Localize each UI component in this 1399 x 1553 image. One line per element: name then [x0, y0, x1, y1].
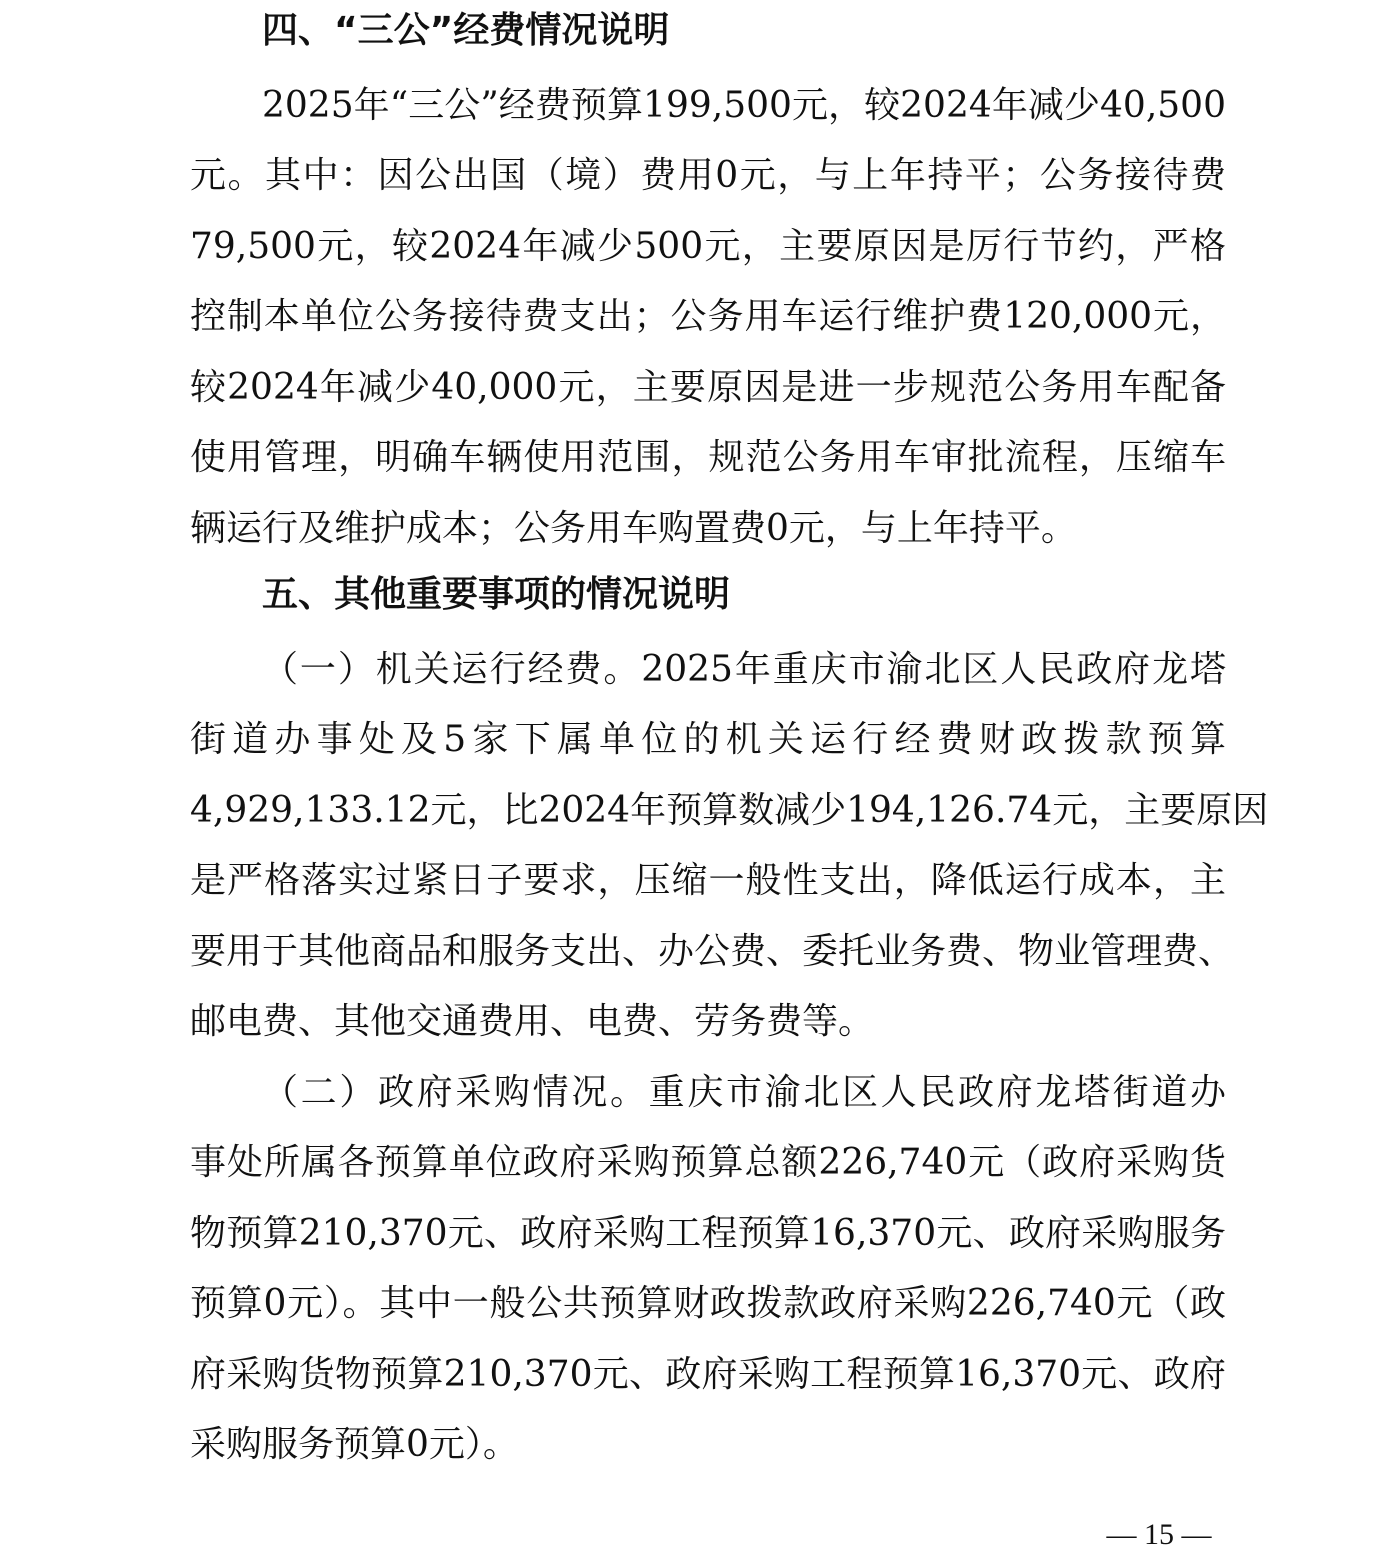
paragraph-line: 4,929,133.12元，比2024年预算数减少194,126.74元，主要原因	[190, 789, 1269, 831]
paragraph-line: 事处所属各预算单位政府采购预算总额226,740元（政府采购货	[190, 1142, 1226, 1183]
paragraph-line: 使用管理，明确车辆使用范围，规范公务用车审批流程，压缩车	[190, 437, 1226, 478]
paragraph-line: 府采购货物预算210,370元、政府采购工程预算16,370元、政府	[190, 1353, 1226, 1395]
page-number: — 15 —	[1106, 1518, 1212, 1551]
paragraph-line: 采购服务预算0元）。	[190, 1424, 519, 1465]
paragraph-operating-expenses	[190, 635, 1269, 1058]
paragraph-line: 邮电费、其他交通费用、电费、劳务费等。	[190, 1001, 875, 1042]
paragraph-line: 是严格落实过紧日子要求，压缩一般性支出，降低运行成本，主	[190, 860, 1226, 901]
paragraph-line: 要用于其他商品和服务支出、办公费、委托业务费、物业管理费、	[190, 930, 1235, 972]
page-body	[190, 0, 1269, 1481]
paragraph-line: 物预算210,370元、政府采购工程预算16,370元、政府采购服务	[190, 1212, 1226, 1254]
paragraph-line: 较2024年减少40,000元，主要原因是进一步规范公务用车配备	[190, 366, 1226, 408]
paragraph-line: 辆运行及维护成本；公务用车购置费0元，与上年持平。	[190, 507, 1077, 549]
paragraph-three-public-expenses	[190, 71, 1226, 565]
section-heading-other-matters: 五、其他重要事项的情况说明	[262, 574, 731, 615]
paragraph-line: 预算0元）。其中一般公共预算财政拨款政府采购226,740元（政	[190, 1283, 1226, 1324]
paragraph-line: 79,500元，较2024年减少500元，主要原因是厉行节约，严格	[190, 225, 1226, 267]
paragraph-line: 元。其中：因公出国（境）费用0元，与上年持平；公务接待费	[190, 155, 1226, 196]
paragraph-line: （二）政府采购情况。重庆市渝北区人民政府龙塔街道办	[262, 1071, 1226, 1113]
paragraph-line: 2025年“三公”经费预算199,500元，较2024年减少40,500	[262, 84, 1226, 126]
paragraph-government-procurement	[190, 1058, 1226, 1481]
section-heading-three-public-expenses: 四、“三公”经费情况说明	[262, 10, 670, 51]
paragraph-line: （一）机关运行经费。2025年重庆市渝北区人民政府龙塔	[262, 648, 1226, 690]
paragraph-line: 控制本单位公务接待费支出；公务用车运行维护费120,000元，	[190, 296, 1226, 337]
paragraph-line: 街道办事处及5家下属单位的机关运行经费财政拨款预算	[190, 719, 1226, 760]
